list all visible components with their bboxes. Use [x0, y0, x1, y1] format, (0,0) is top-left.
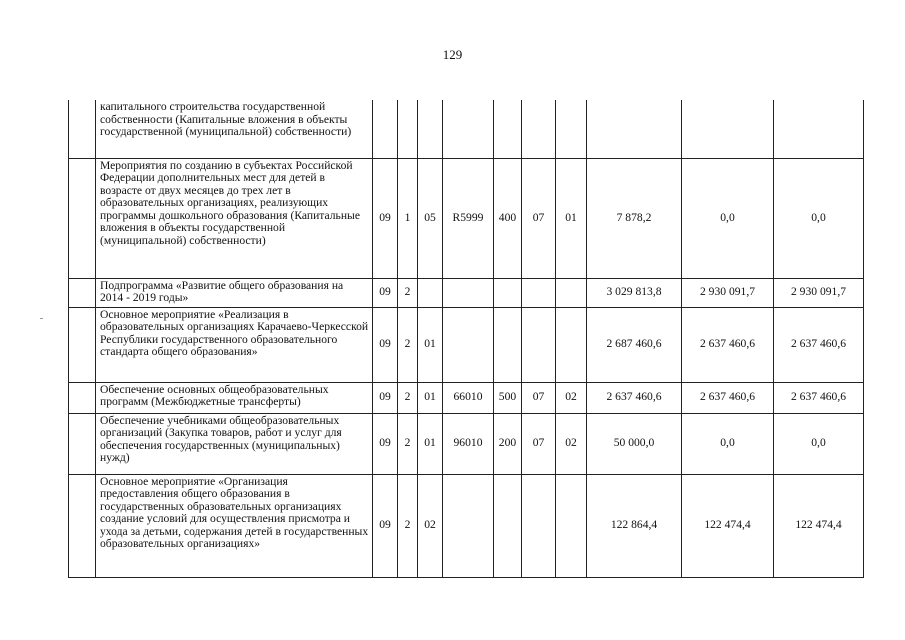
amount-cell: 2 637 460,6 [774, 382, 864, 413]
amount-cell [682, 100, 774, 158]
scan-mark [40, 318, 43, 319]
code-cell: 2 [398, 382, 418, 413]
code-cell: 07 [522, 382, 556, 413]
amount-cell: 122 864,4 [587, 474, 682, 577]
amount-cell [587, 100, 682, 158]
code-cell [522, 307, 556, 382]
row-number-cell [69, 474, 96, 577]
code-cell: 01 [418, 382, 443, 413]
code-cell: R5999 [443, 158, 494, 278]
code-cell: 01 [418, 413, 443, 474]
amount-cell: 0,0 [682, 158, 774, 278]
code-cell: 66010 [443, 382, 494, 413]
amount-cell: 0,0 [682, 413, 774, 474]
table-row [69, 382, 864, 413]
code-cell [556, 307, 587, 382]
code-cell: 02 [418, 474, 443, 577]
amount-cell: 0,0 [774, 413, 864, 474]
page-number: 129 [442, 47, 463, 62]
table-row [69, 278, 864, 307]
amount-cell: 0,0 [774, 158, 864, 278]
code-cell [443, 100, 494, 158]
code-cell [522, 474, 556, 577]
code-cell: 2 [398, 307, 418, 382]
code-cell: 400 [494, 158, 522, 278]
amount-cell: 122 474,4 [682, 474, 774, 577]
code-cell [443, 307, 494, 382]
table-row [69, 413, 864, 474]
row-number-cell [69, 307, 96, 382]
code-cell: 2 [398, 474, 418, 577]
code-cell: 09 [373, 382, 398, 413]
amount-cell: 3 029 813,8 [587, 278, 682, 307]
code-cell: 500 [494, 382, 522, 413]
code-cell: 09 [373, 307, 398, 382]
amount-cell: 2 637 460,6 [682, 307, 774, 382]
budget-table [68, 100, 864, 578]
code-cell: 200 [494, 413, 522, 474]
code-cell [522, 100, 556, 158]
description-cell: Основное мероприятие «Реализация в образовательных организациях Карачаево-Черкесской Республики государственного образовательного стандарта общего образования» [96, 307, 373, 382]
code-cell: 05 [418, 158, 443, 278]
code-cell [556, 100, 587, 158]
code-cell: 96010 [443, 413, 494, 474]
code-cell [494, 307, 522, 382]
code-cell: 1 [398, 158, 418, 278]
row-number-cell [69, 278, 96, 307]
description-cell: Подпрограмма «Развитие общего образования на 2014 - 2019 годы» [96, 278, 373, 307]
code-cell [556, 474, 587, 577]
description-cell: Обеспечение учебниками общеобразовательных организаций (Закупка товаров, работ и услуг для обеспечения государственных (муниципальных) нужд) [96, 413, 373, 474]
code-cell: 07 [522, 413, 556, 474]
code-cell: 09 [373, 158, 398, 278]
row-number-cell [69, 413, 96, 474]
code-cell: 01 [556, 158, 587, 278]
code-cell [494, 100, 522, 158]
row-number-cell [69, 158, 96, 278]
code-cell [398, 100, 418, 158]
amount-cell: 122 474,4 [774, 474, 864, 577]
code-cell [418, 100, 443, 158]
amount-cell: 50 000,0 [587, 413, 682, 474]
amount-cell: 2 637 460,6 [587, 382, 682, 413]
code-cell [443, 278, 494, 307]
code-cell [373, 100, 398, 158]
code-cell: 07 [522, 158, 556, 278]
amount-cell: 2 930 091,7 [682, 278, 774, 307]
amount-cell: 2 687 460,6 [587, 307, 682, 382]
table-row [69, 474, 864, 577]
code-cell: 2 [398, 278, 418, 307]
amount-cell: 2 930 091,7 [774, 278, 864, 307]
code-cell: 09 [373, 474, 398, 577]
amount-cell: 2 637 460,6 [682, 382, 774, 413]
row-number-cell [69, 100, 96, 158]
code-cell [556, 278, 587, 307]
table-row [69, 100, 864, 158]
description-cell: Основное мероприятие «Организация предоставления общего образования в государственных образовательных организациях создание условий для осуществления присмотра и ухода за детьми, содержания детей в государственных образовательных организациях» [96, 474, 373, 577]
code-cell: 02 [556, 413, 587, 474]
description-cell: Обеспечение основных общеобразовательных программ (Межбюджетные трансферты) [96, 382, 373, 413]
code-cell [418, 278, 443, 307]
code-cell: 02 [556, 382, 587, 413]
code-cell: 09 [373, 413, 398, 474]
code-cell [494, 278, 522, 307]
code-cell: 2 [398, 413, 418, 474]
table-row [69, 158, 864, 278]
amount-cell [774, 100, 864, 158]
description-cell: Мероприятия по созданию в субъектах Российской Федерации дополнительных мест для детей в возрасте от двух месяцев до трех лет в образовательных организациях, реализующих программы дошкольного образования (Капитальные вложения в объекты государственной (муниципальной) собственности) [96, 158, 373, 278]
code-cell [494, 474, 522, 577]
amount-cell: 2 637 460,6 [774, 307, 864, 382]
code-cell: 09 [373, 278, 398, 307]
table-row [69, 307, 864, 382]
row-number-cell [69, 382, 96, 413]
amount-cell: 7 878,2 [587, 158, 682, 278]
description-cell: капитального строительства государственной собственности (Капитальные вложения в объекты государственной (муниципальной) собственности) [96, 100, 373, 158]
code-cell [443, 474, 494, 577]
code-cell: 01 [418, 307, 443, 382]
code-cell [522, 278, 556, 307]
